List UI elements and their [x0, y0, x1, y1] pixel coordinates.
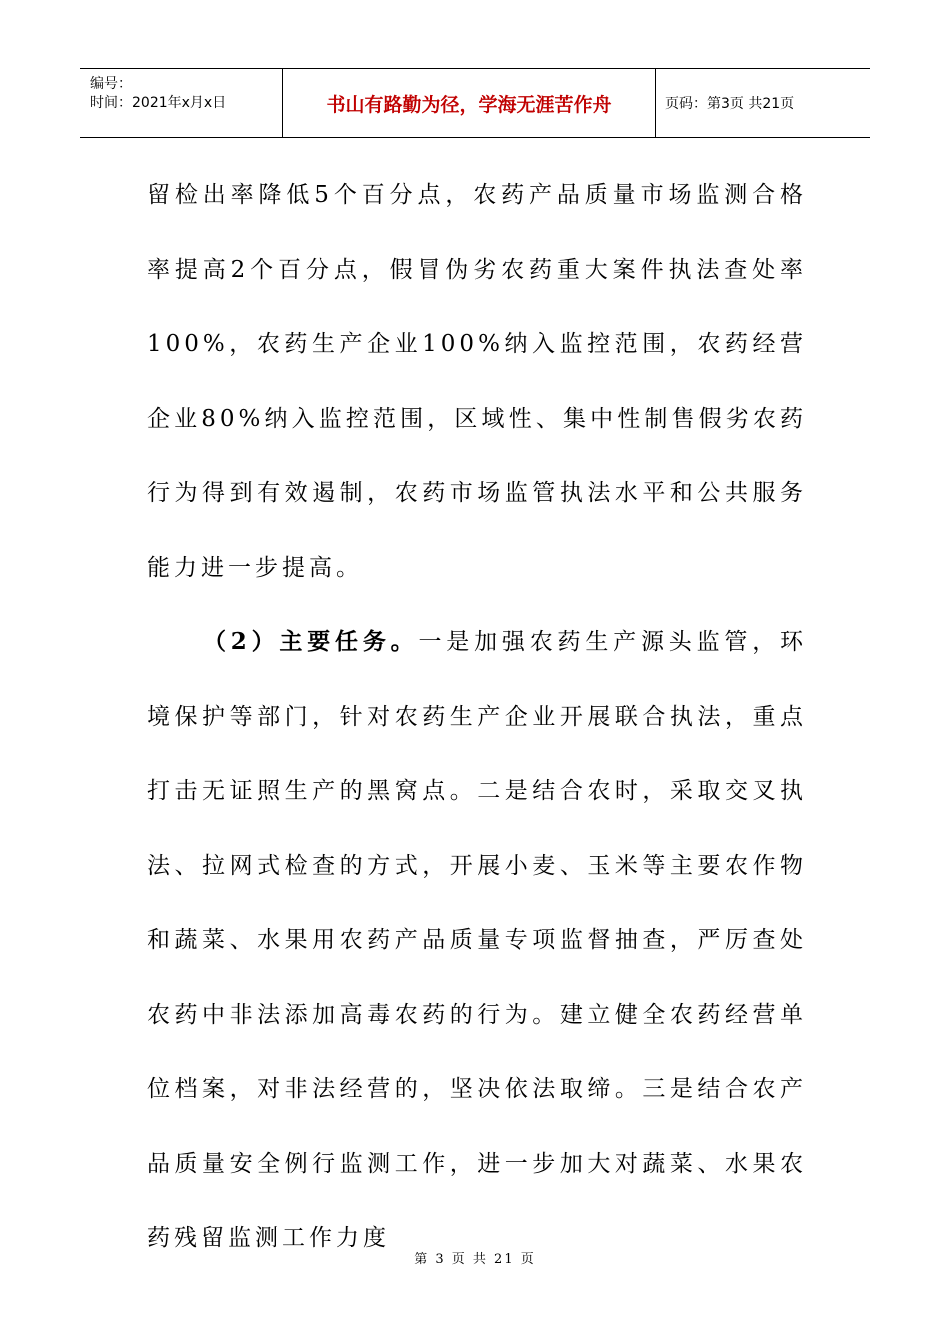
time-label: 时间：2021年x月x日 — [90, 95, 227, 111]
header-motto: 书山有路勤为径，学海无涯苦作舟 — [326, 93, 612, 116]
document-body — [147, 158, 807, 1276]
paragraph-2 — [147, 605, 807, 1276]
paragraph-2-text: 一是加强农药生产源头监管，环境保护等部门，针对农药生产企业开展联合执法，重点打击无证照生产的黑窝点。二是结合农时，采取交叉执法、拉网式检查的方式，开展小麦、玉米等主要农作物和蔬菜、水果用农药产品质量专项监督抽查，严厉查处农药中非法添加高毒农药的行为。建立健全农药经营单位档案，对非法经营的，坚决依法取缔。三是结合农产品质量安全例行监测工作，进一步加大对蔬菜、水果农药残留监测工作力度 — [147, 629, 807, 1251]
number-label: 编号： — [90, 76, 132, 92]
header-page-info: 页码：第3页 共21页 — [665, 96, 795, 112]
page-header — [80, 68, 870, 138]
page-footer: 第 3 页 共 21 页 — [414, 1252, 536, 1267]
paragraph-1: 留检出率降低5个百分点，农药产品质量市场监测合格率提高2个百分点，假冒伪劣农药重大案件执法查处率100%，农药生产企业100%纳入监控范围，农药经营企业80%纳入监控范围，区域性、集中性制售假劣农药行为得到有效遏制，农药市场监管执法水平和公共服务能力进一步提高。 — [147, 182, 807, 581]
header-motto-cell — [282, 69, 656, 137]
header-meta — [80, 69, 282, 137]
paragraph-2-heading: （2）主要任务。 — [203, 628, 419, 655]
